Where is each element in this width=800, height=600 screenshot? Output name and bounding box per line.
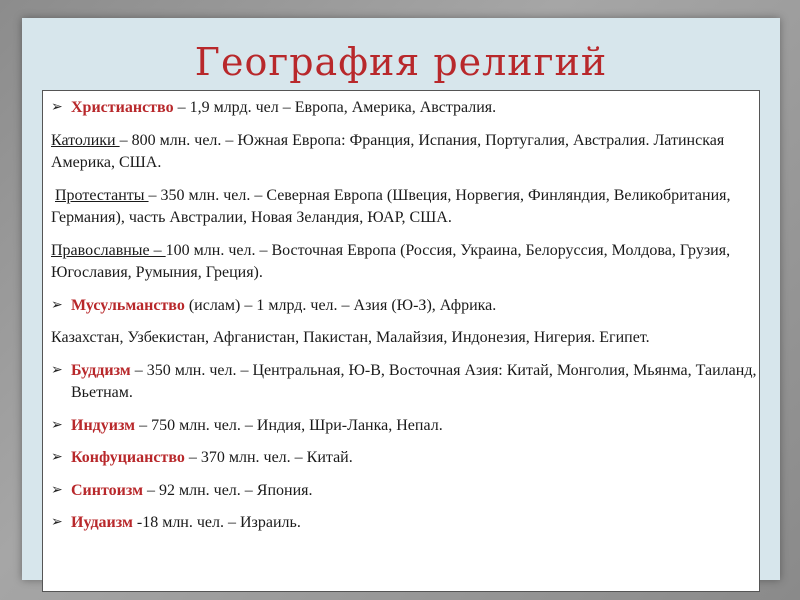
religion-text: – 750 млн. чел. – Индия, Шри-Ланка, Непал.: [135, 416, 443, 434]
content-box: [42, 90, 760, 592]
religion-term: Христианство: [71, 99, 174, 116]
countries-text: Казахстан, Узбекистан, Афганистан, Пакистан, Малайзия, Индонезия, Нигерия. Египет.: [51, 329, 650, 346]
religion-text: – 350 млн. чел. – Центральная, Ю-В, Восточная Азия: Китай, Монголия, Мьянма, Таиланд, Вьетнам.: [71, 361, 757, 401]
arrow-bullet-icon: ➢: [51, 482, 63, 498]
list-item-protestants: [49, 185, 759, 230]
denomination-text: – 800 млн. чел. – Южная Европа: Франция, Испания, Португалия, Австралия. Латинская Америка, США.: [51, 131, 725, 171]
list-item-hinduism: [49, 415, 759, 438]
list-item-shinto: [49, 480, 759, 503]
denomination-term: Католики: [51, 131, 120, 149]
denomination-text: – 350 млн. чел. – Северная Европа (Швеция, Норвегия, Финляндия, Великобритания, Германия), часть Австралии, Новая Зеландия, ЮАР, США.: [51, 186, 731, 226]
religion-text: – 370 млн. чел. – Китай.: [184, 449, 353, 466]
denomination-term: Православные –: [51, 241, 166, 259]
arrow-bullet-icon: ➢: [51, 515, 63, 530]
list-item-christianity: [49, 97, 759, 120]
denomination-term: Протестанты: [55, 186, 149, 204]
slide: [22, 18, 780, 580]
religion-term: Иудаизм: [71, 514, 133, 531]
arrow-bullet-icon: ➢: [51, 100, 63, 115]
list-item-islam: [49, 295, 759, 318]
religion-term: Мусульманство: [71, 296, 185, 314]
list-item-confucianism: [49, 447, 759, 470]
religion-term: Индуизм: [71, 416, 136, 434]
list-item-buddhism: [49, 360, 759, 405]
denomination-text: 100 млн. чел. – Восточная Европа (Россия, Украина, Белоруссия, Молдова, Грузия, Югославия, Румыния, Греция).: [51, 241, 731, 281]
religion-term: Синтоизм: [71, 481, 143, 499]
list-item-judaism: [49, 512, 759, 535]
religion-text: (ислам) – 1 млрд. чел. – Азия (Ю-З), Африка.: [184, 296, 497, 314]
religion-text: -18 млн. чел. – Израиль.: [132, 514, 301, 531]
arrow-bullet-icon: ➢: [51, 297, 63, 313]
religion-text: – 1,9 млрд. чел – Европа, Америка, Австралия.: [173, 99, 497, 116]
arrow-bullet-icon: ➢: [51, 362, 63, 378]
arrow-bullet-icon: ➢: [51, 450, 63, 465]
list-item-islam-countries: [49, 327, 759, 350]
slide-title: География религий: [194, 40, 608, 84]
arrow-bullet-icon: ➢: [51, 417, 63, 433]
religion-text: – 92 млн. чел. – Япония.: [142, 481, 313, 499]
list-item-catholics: [49, 130, 759, 175]
list-item-orthodox: [49, 240, 759, 285]
religion-term: Буддизм: [71, 361, 131, 379]
religion-term: Конфуцианство: [71, 449, 185, 466]
